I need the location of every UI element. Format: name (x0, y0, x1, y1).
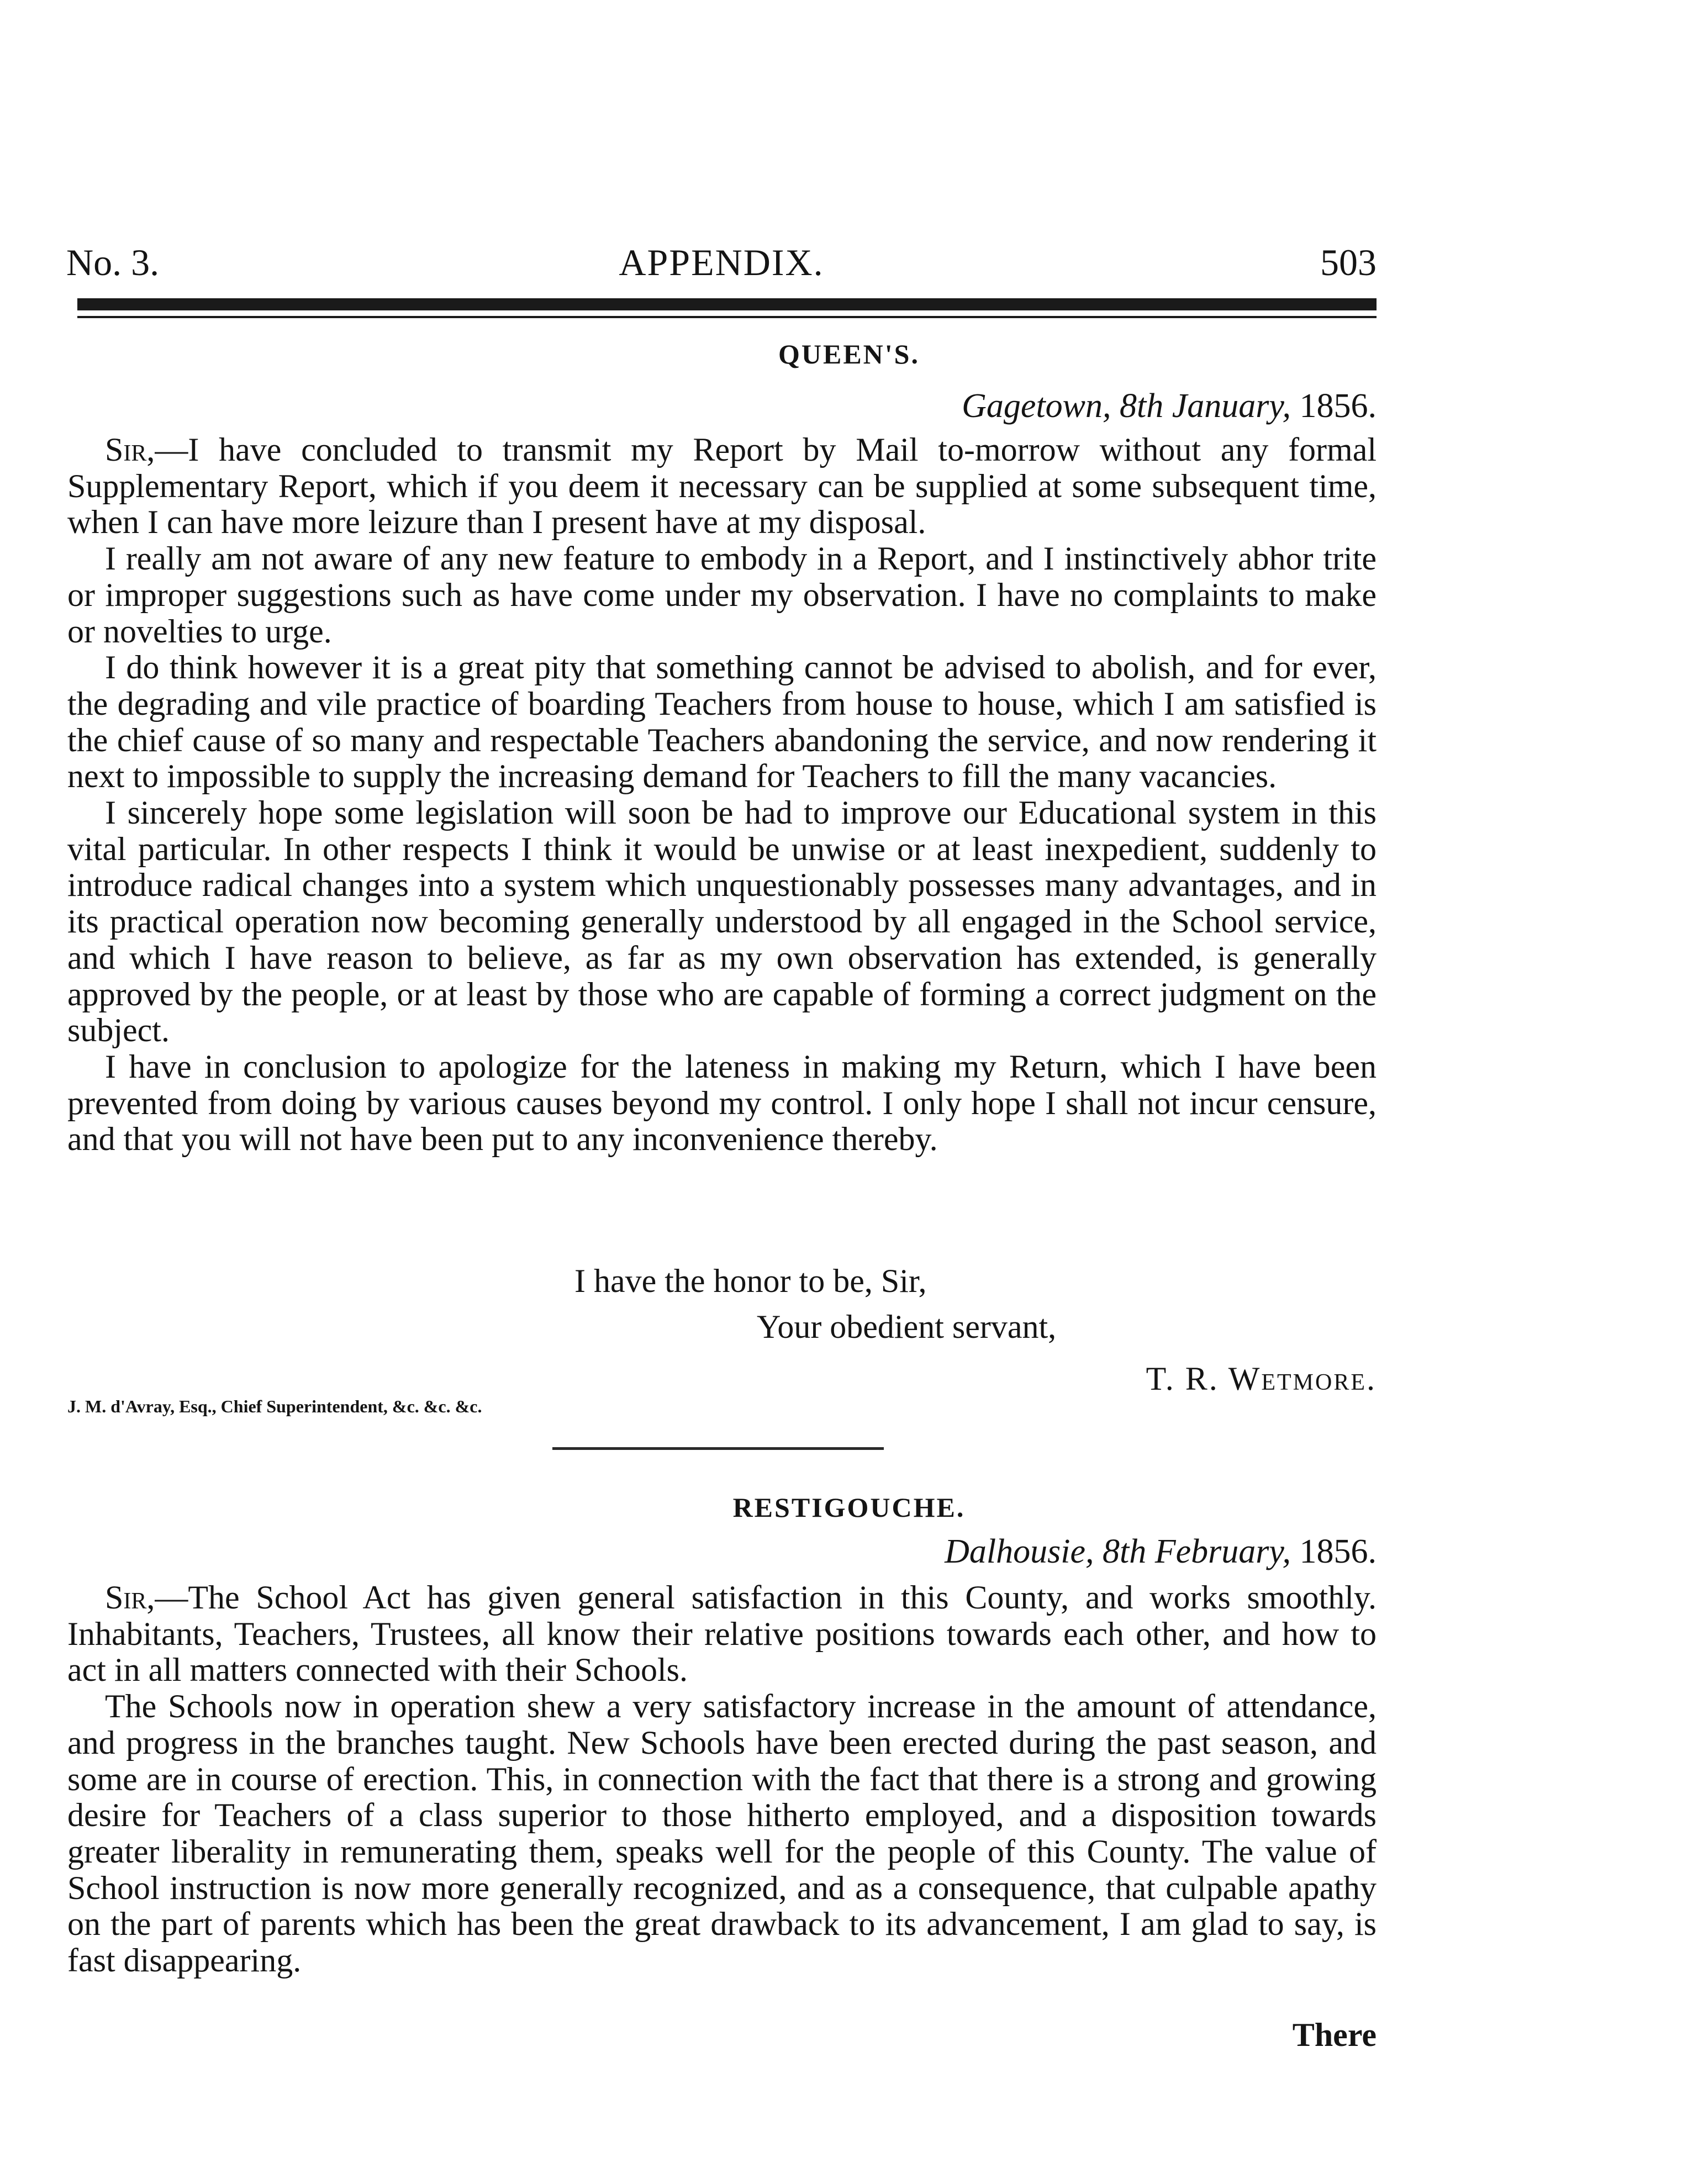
paragraph: I do think however it is a great pity that something cannot be advised to abolish, and for ever, the degrading and vile practice of boarding Teachers from house to house, which I am satisfied is the chief cause of so many and respectable Teachers abandoning the service, and now rendering it next to impossible to supply the increasing demand for Teachers to fill the many vacancies. (67, 649, 1377, 795)
header-rule-thick (77, 298, 1377, 310)
header-rule-thin (77, 316, 1377, 318)
appendix-number: No. 3. (66, 241, 160, 283)
page-header (66, 238, 1377, 287)
catchword: There (1292, 2017, 1377, 2053)
dateline-place: Dalhousie, 8th February, (945, 1533, 1291, 1570)
section-title-queens: QUEEN'S. (778, 339, 920, 370)
paragraph: Sir,—The School Act has given general satisfaction in this County, and works smoothly. Inhabitants, Teachers, Trustees, all know their relative positions towards each other, and how to act in all matters connected with their Schools. (67, 1579, 1377, 1689)
paragraph: Sir,—I have concluded to transmit my Report by Mail to-morrow without any formal Supplementary Report, which if you deem it necessary can be supplied at some subsequent time, when I can have more leizure than I present have at my disposal. (67, 431, 1377, 541)
dateline-year: 1856. (1299, 387, 1377, 425)
dateline-restigouche (945, 1532, 1377, 1571)
paragraph: I sincerely hope some legislation will soon be had to improve our Educational system in this vital particular. In other respects I think it would be unwise or at least inexpedient, suddenly to introduce radical changes into a system which unquestionably possesses many advantages, and in its practical operation now becoming generally understood by all engaged in the School service, and which I have reason to believe, as far as my own observation has extended, is generally approved by the people, or at least by those who are capable of forming a correct judgment on the subject. (67, 794, 1377, 1049)
page-title: APPENDIX. (619, 241, 824, 283)
paragraph: I really am not aware of any new feature to embody in a Report, and I instinctively abhor trite or improper suggestions such as have come under my observation. I have no complaints to make or novelties to urge. (67, 540, 1377, 650)
closing-line: I have the honor to be, Sir, (574, 1263, 927, 1299)
paragraph: The Schools now in operation shew a very satisfactory increase in the amount of attendance, and progress in the branches taught. New Schools have been erected during the past season, and some are in course of erection. This, in connection with the fact that there is a strong and growing desire for Teachers of a class superior to those hitherto employed, and a disposition towards greater liberality in remunerating them, speaks well for the people of this County. The value of School instruction is now more generally recognized, and as a consequence, that culpable apathy on the part of parents which has been the great drawback to its advancement, I am glad to say, is fast disappearing. (67, 1688, 1377, 1979)
letter-body-restigouche (67, 1580, 1377, 1979)
letter-body-queens (67, 432, 1377, 1158)
dateline-queens (962, 387, 1377, 426)
dateline-place: Gagetown, 8th January, (962, 387, 1291, 425)
addressee: J. M. d'Avray, Esq., Chief Superintendent, &c. &c. &c. (67, 1396, 482, 1416)
section-divider (552, 1447, 884, 1450)
section-title-restigouche: RESTIGOUCHE. (732, 1492, 966, 1523)
paragraph: I have in conclusion to apologize for the lateness in making my Return, which I have been prevented from doing by various causes beyond my control. I only hope I shall not incur censure, and that you will not have been put to any inconvenience thereby. (67, 1048, 1377, 1158)
salutation: Sir, (105, 431, 155, 468)
page-number: 503 (1320, 241, 1377, 283)
dateline-year: 1856. (1299, 1533, 1377, 1570)
salutation: Sir, (105, 1579, 155, 1616)
signature: T. R. Wetmore. (1146, 1360, 1377, 1397)
closing-line: Your obedient servant, (757, 1309, 1057, 1345)
